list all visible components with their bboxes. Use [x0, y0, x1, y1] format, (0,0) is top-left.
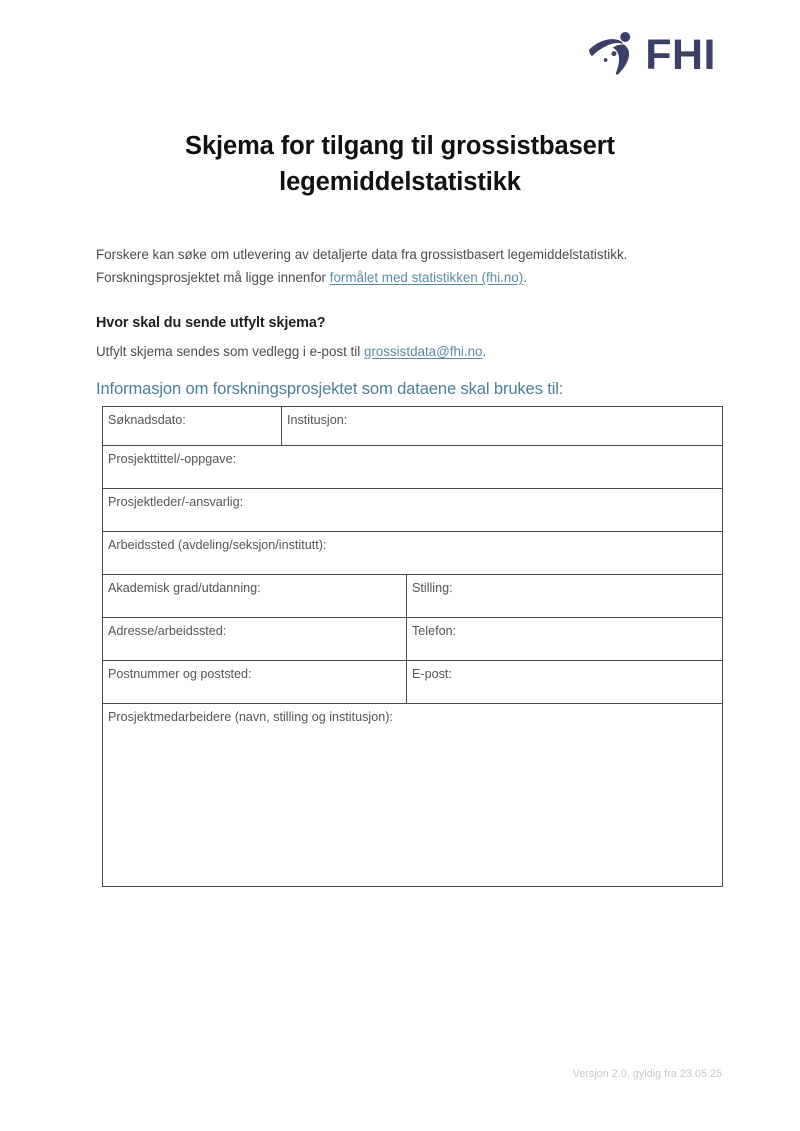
table-row: [103, 575, 723, 618]
cell-telefon[interactable]: [407, 618, 723, 661]
cell-prosjektmedarbeidere[interactable]: [103, 704, 723, 887]
cell-adresse-arbeidssted[interactable]: [103, 618, 407, 661]
cell-label: Adresse/arbeidssted:: [108, 624, 227, 638]
cell-institusjon[interactable]: [282, 407, 723, 446]
cell-label: E-post:: [412, 667, 452, 681]
cell-label: Prosjekttittel/-oppgave:: [108, 452, 237, 466]
submission-heading: Hvor skal du sende utfylt skjema?: [96, 315, 326, 331]
fhi-logo: [587, 30, 716, 81]
cell-prosjekttittel[interactable]: [103, 446, 723, 489]
table-row: [103, 489, 723, 532]
table-row: [103, 704, 723, 887]
page-title-line-2: legemiddelstatistikk: [279, 168, 521, 197]
grossistdata-email-link[interactable]: grossistdata@fhi.no: [363, 344, 483, 359]
cell-akademisk-grad[interactable]: [103, 575, 407, 618]
page-title-line-1: Skjema for tilgang til grossistbasert: [185, 132, 615, 160]
project-info-form-table: [102, 406, 723, 887]
fhi-figure-logo-icon: [587, 30, 639, 81]
cell-label: Postnummer og poststed:: [108, 667, 252, 681]
section-header-project-info: Informasjon om forskningsprosjektet som dataene skal brukes til:: [96, 379, 564, 398]
cell-prosjektleder[interactable]: [103, 489, 723, 532]
cell-label: Prosjektleder/-ansvarlig:: [108, 495, 244, 509]
intro-line-2-suffix: .: [523, 270, 527, 286]
footer-version: Versjon 2.0, gyldig fra 23.05.25: [572, 1068, 722, 1080]
page-title: [100, 128, 700, 200]
table-row: [103, 407, 723, 446]
cell-postnummer-poststed[interactable]: [103, 661, 407, 704]
table-row: [103, 532, 723, 575]
cell-arbeidssted[interactable]: [103, 532, 723, 575]
cell-label: Arbeidssted (avdeling/seksjon/institutt):: [108, 538, 327, 552]
submission-body: [96, 341, 486, 364]
cell-label: Stilling:: [412, 581, 453, 595]
intro-line-1: Forskere kan søke om utlevering av detaljerte data fra grossistbasert legemiddelstatistikk.: [96, 247, 628, 262]
cell-soknadsdato[interactable]: [103, 407, 282, 446]
cell-label: Prosjektmedarbeidere (navn, stilling og institusjon):: [108, 710, 393, 724]
cell-label: Akademisk grad/utdanning:: [108, 581, 261, 595]
fhi-logo-text: FHI: [645, 31, 716, 79]
table-row: [103, 618, 723, 661]
intro-line-2-prefix: Forskningsprosjektet må ligge innenfor: [96, 270, 330, 286]
cell-label: Søknadsdato:: [108, 413, 186, 427]
intro-paragraph: [96, 243, 706, 289]
cell-label: Telefon:: [412, 624, 457, 638]
cell-stilling[interactable]: [407, 575, 723, 618]
formal-statistikk-link[interactable]: formålet med statistikken (fhi.no): [329, 270, 524, 286]
cell-label: Institusjon:: [287, 413, 348, 427]
submission-body-suffix: .: [482, 344, 487, 359]
table-row: [103, 446, 723, 489]
cell-epost[interactable]: [407, 661, 723, 704]
table-row: [103, 661, 723, 704]
submission-body-prefix: Utfylt skjema sendes som vedlegg i e-post til: [96, 344, 364, 359]
